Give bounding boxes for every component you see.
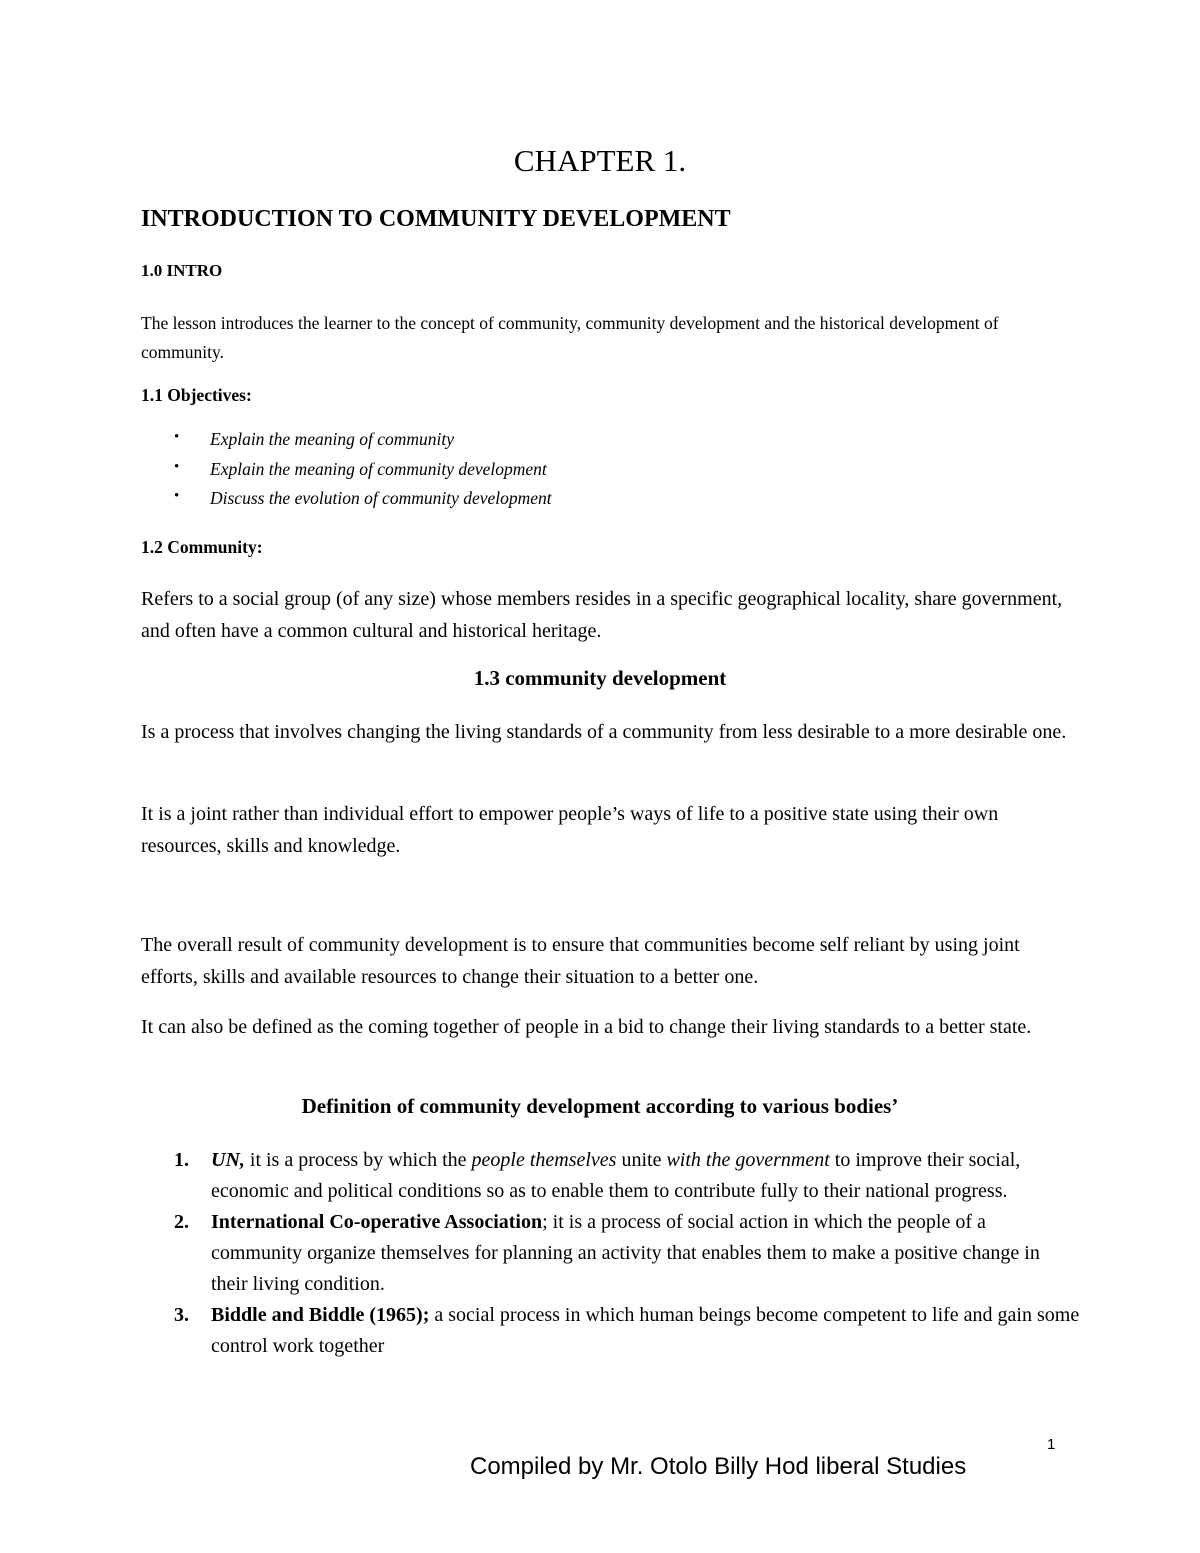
cd-paragraph: Is a process that involves changing the living standards of a community from less desirable to a more desirable one. <box>141 721 1067 743</box>
definition-item: 1. UN, it is a process by which the people themselves unite with the government to improve their social, economic and political conditions so as to enable them to contribute fully to their national progress. <box>141 1145 1081 1207</box>
community-paragraph: Refers to a social group (of any size) whose members resides in a specific geographical locality, share government, and often have a common cultural and historical heritage. <box>141 588 1063 642</box>
objectives-label: 1.1 Objectives: <box>141 385 252 405</box>
community-development-label: 1.3 community development <box>473 666 727 690</box>
definitions-list <box>141 1145 1081 1362</box>
chapter-title: CHAPTER 1. <box>513 143 687 178</box>
section-heading: INTRODUCTION TO COMMUNITY DEVELOPMENT <box>141 206 731 232</box>
cd-paragraph: It is a joint rather than individual effort to empower people’s ways of life to a positive state using their own resources, skills and knowledge. <box>141 803 999 857</box>
page-footer: Compiled by Mr. Otolo Billy Hod liberal Studies <box>470 1453 967 1480</box>
community-label: 1.2 Community: <box>141 537 263 557</box>
list-number: 2. <box>174 1211 189 1233</box>
objective-item <box>141 459 552 489</box>
list-number: 1. <box>174 1149 189 1171</box>
cd-paragraph: It can also be defined as the coming together of people in a bid to change their living standards to a better state. <box>141 1016 1032 1038</box>
intro-paragraph: The lesson introduces the learner to the concept of community, community development and the historical development of community. <box>141 313 999 362</box>
objective-item <box>141 488 552 518</box>
definition-item: 2. International Co-operative Association; it is a process of social action in which the people of a community organize themselves for planning an activity that enables them to make a positive change in their living condition. <box>141 1207 1081 1300</box>
objective-text: Discuss the evolution of community development <box>210 488 552 508</box>
definition-source: International Co-operative Association <box>211 1211 543 1233</box>
definition-source: Biddle and Biddle (1965); <box>211 1304 430 1326</box>
definition-item: 3. Biddle and Biddle (1965); a social process in which human beings become competent to life and gain some control work together <box>141 1300 1081 1362</box>
list-number: 3. <box>174 1304 189 1326</box>
intro-label: 1.0 INTRO <box>141 261 223 280</box>
bullet-icon: • <box>174 429 180 445</box>
objective-item <box>141 429 552 459</box>
cd-paragraph: The overall result of community development is to ensure that communities become self reliant by using joint efforts, skills and available resources to change their situation to a better one. <box>141 934 1020 988</box>
definition-source: UN, <box>211 1149 245 1171</box>
page-number: 1 <box>1047 1436 1056 1453</box>
objective-text: Explain the meaning of community <box>210 429 454 449</box>
objective-text: Explain the meaning of community development <box>210 458 547 479</box>
objectives-list <box>141 429 552 518</box>
definitions-label: Definition of community development according to various bodies’ <box>301 1094 899 1118</box>
bullet-icon: • <box>174 458 180 475</box>
bullet-icon: • <box>174 488 180 504</box>
